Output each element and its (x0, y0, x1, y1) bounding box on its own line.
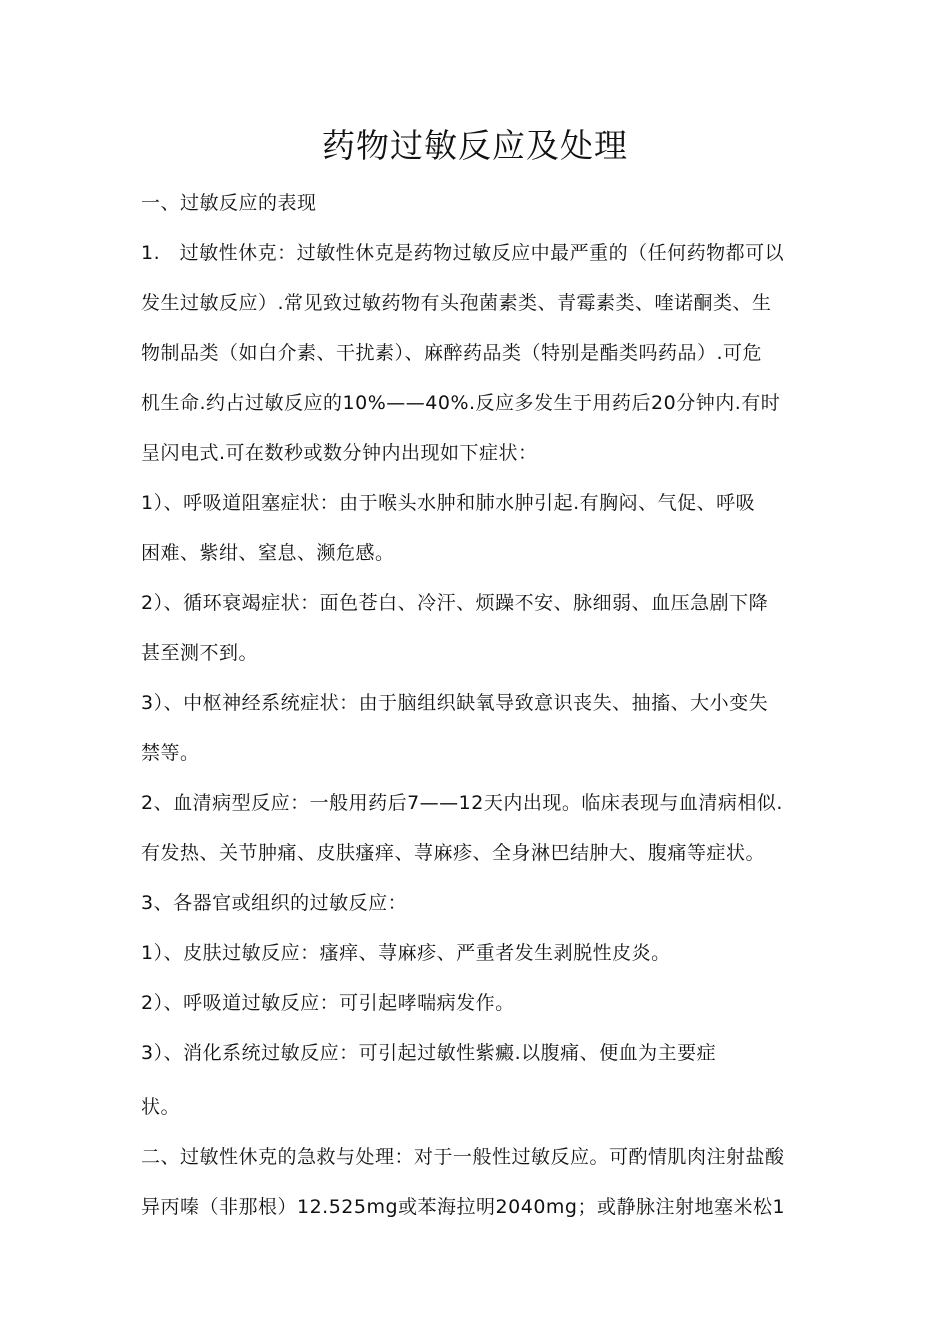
paragraph-line: 状。 (141, 1096, 181, 1118)
paragraph-line: 异丙嗪（非那根）12.525mg或苯海拉明2040mg；或静脉注射地塞米松1 (141, 1196, 786, 1218)
paragraph-line: 1）、皮肤过敏反应：瘙痒、荨麻疹、严重者发生剥脱性皮炎。 (141, 942, 671, 964)
paragraph-line: 困难、紫绀、窒息、濒危感。 (141, 542, 395, 564)
document-body (141, 180, 821, 1234)
section-heading-2: 二、过敏性休克的急救与处理：对于一般性过敏反应。可酌情肌肉注射盐酸 (141, 1146, 785, 1168)
paragraph-line: 3）、中枢神经系统症状：由于脑组织缺氧导致意识丧失、抽搐、大小变失 (141, 692, 769, 714)
paragraph-line: 2）、呼吸道过敏反应：可引起哮喘病发作。 (141, 992, 515, 1014)
paragraph-line: 2、血清病型反应：一般用药后7——12天内出现。临床表现与血清病相似. (141, 792, 783, 814)
section-heading-1: 一、过敏反应的表现 (141, 192, 317, 214)
paragraph-line: 呈闪电式.可在数秒或数分钟内出现如下症状： (141, 442, 538, 464)
document-title: 药物过敏反应及处理 (322, 126, 628, 165)
paragraph-line: 1. 过敏性休克：过敏性休克是药物过敏反应中最严重的（任何药物都可以 (141, 242, 785, 264)
paragraph-line: 2）、循环衰竭症状：面色苍白、冷汗、烦躁不安、脉细弱、血压急剧下降 (141, 592, 769, 614)
paragraph-line: 禁等。 (141, 742, 200, 764)
paragraph-line: 发生过敏反应）.常见致过敏药物有头孢菌素类、青霉素类、喹诺酮类、生 (141, 292, 772, 314)
paragraph-line: 物制品类（如白介素、干扰素）、麻醉药品类（特别是酯类吗药品）.可危 (141, 342, 763, 364)
paragraph-line: 3）、消化系统过敏反应：可引起过敏性紫癜.以腹痛、便血为主要症 (141, 1042, 717, 1064)
paragraph-line: 机生命.约占过敏反应的10%——40%.反应多发生于用药后20分钟内.有时 (141, 392, 781, 414)
paragraph-line: 甚至测不到。 (141, 642, 259, 664)
paragraph-line: 1）、呼吸道阻塞症状：由于喉头水肿和肺水肿引起.有胸闷、气促、呼吸 (141, 492, 756, 514)
paragraph-line: 3、各器官或组织的过敏反应： (141, 892, 408, 914)
paragraph-line: 有发热、关节肿痛、皮肤瘙痒、荨麻疹、全身淋巴结肿大、腹痛等症状。 (141, 842, 766, 864)
